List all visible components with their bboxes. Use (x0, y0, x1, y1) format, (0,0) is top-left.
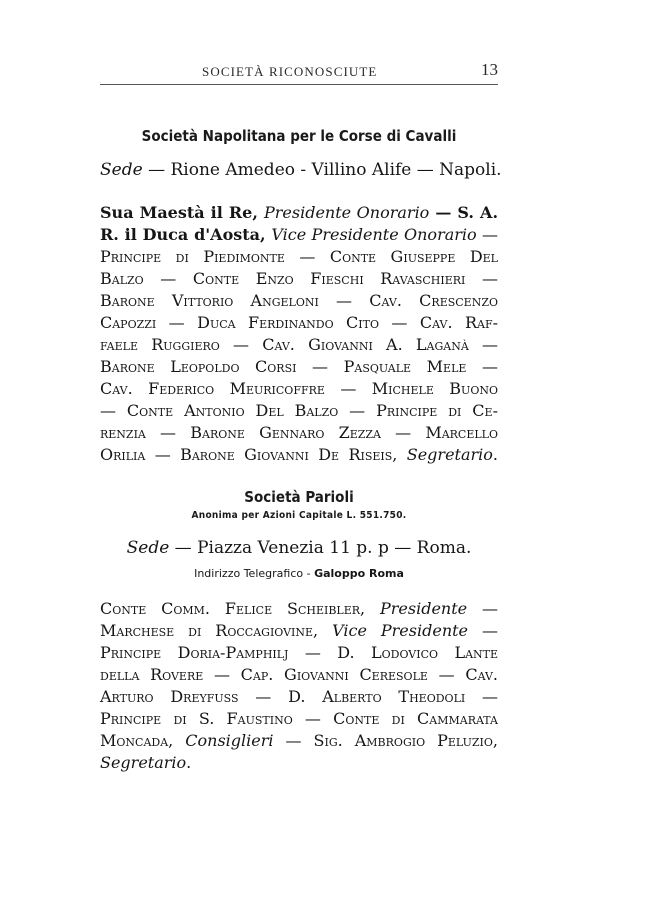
member-line: — Conte Antonio Del Balzo — Principe di Ce- (100, 401, 498, 420)
member-line: Segretario. (100, 753, 192, 772)
member-line: R. il Duca d'Aosta, Vice Presidente Onorario — (100, 225, 498, 244)
member-line: Orilia — Barone Giovanni De Riseis, Segretario. (100, 445, 498, 464)
society-napolitana-sede (100, 160, 502, 180)
society-parioli-title: Società Parioli (244, 488, 354, 506)
member-line: renzia — Barone Gennaro Zezza — Marcello (100, 423, 498, 442)
member-line: Moncada, Consiglieri — Sig. Ambrogio Peluzio, (100, 731, 498, 750)
member-line: Capozzi — Duca Ferdinando Cito — Cav. Raf- (100, 313, 498, 332)
sede-text: — Piazza Venezia 11 p. p — Roma. (174, 538, 472, 558)
member-line: Cav. Federico Meuricoffre — Michele Buono (100, 379, 498, 398)
running-title: SOCIETÀ RICONOSCIUTE (202, 64, 378, 79)
society-parioli-subtitle: Anonima per Azioni Capitale L. 551.750. (191, 510, 407, 521)
sede-label: Sede (100, 160, 143, 180)
member-line: Sua Maestà il Re, Presidente Onorario — S. A. (100, 203, 499, 222)
member-line: Principe di Piedimonte — Conte Giuseppe Del (100, 247, 498, 266)
member-line: Barone Vittorio Angeloni — Cav. Crescenzo (100, 291, 498, 310)
sede-label: Sede (126, 538, 170, 558)
society-napolitana-title: Società Napolitana per le Corse di Cavalli (141, 127, 457, 145)
member-line: Balzo — Conte Enzo Fieschi Ravaschieri — (100, 269, 498, 288)
member-line: Arturo Dreyfuss — D. Alberto Theodoli — (100, 687, 498, 706)
society-parioli-sede (100, 538, 498, 558)
page-number: 13 (481, 60, 498, 79)
member-line: Barone Leopoldo Corsi — Pasquale Mele — (100, 357, 498, 376)
sede-text: — Rione Amedeo - Villino Alife — Napoli. (148, 160, 502, 180)
telegraph-address: Indirizzo Telegrafico - Galoppo Roma (194, 567, 404, 580)
running-header (100, 58, 498, 86)
member-line: Principe di S. Faustino — Conte di Cammarata (100, 709, 498, 728)
member-line: Marchese di Roccagiovine, Vice Presidente — (100, 621, 498, 640)
member-line: Principe Doria-Pamphilj — D. Lodovico Lante (100, 643, 498, 662)
header-rule (100, 84, 498, 85)
member-line: Conte Comm. Felice Scheibler, Presidente — (100, 599, 499, 618)
member-line: della Rovere — Cap. Giovanni Ceresole — Cav. (100, 665, 498, 684)
member-line: faele Ruggiero — Cav. Giovanni A. Laganà — (100, 335, 498, 354)
